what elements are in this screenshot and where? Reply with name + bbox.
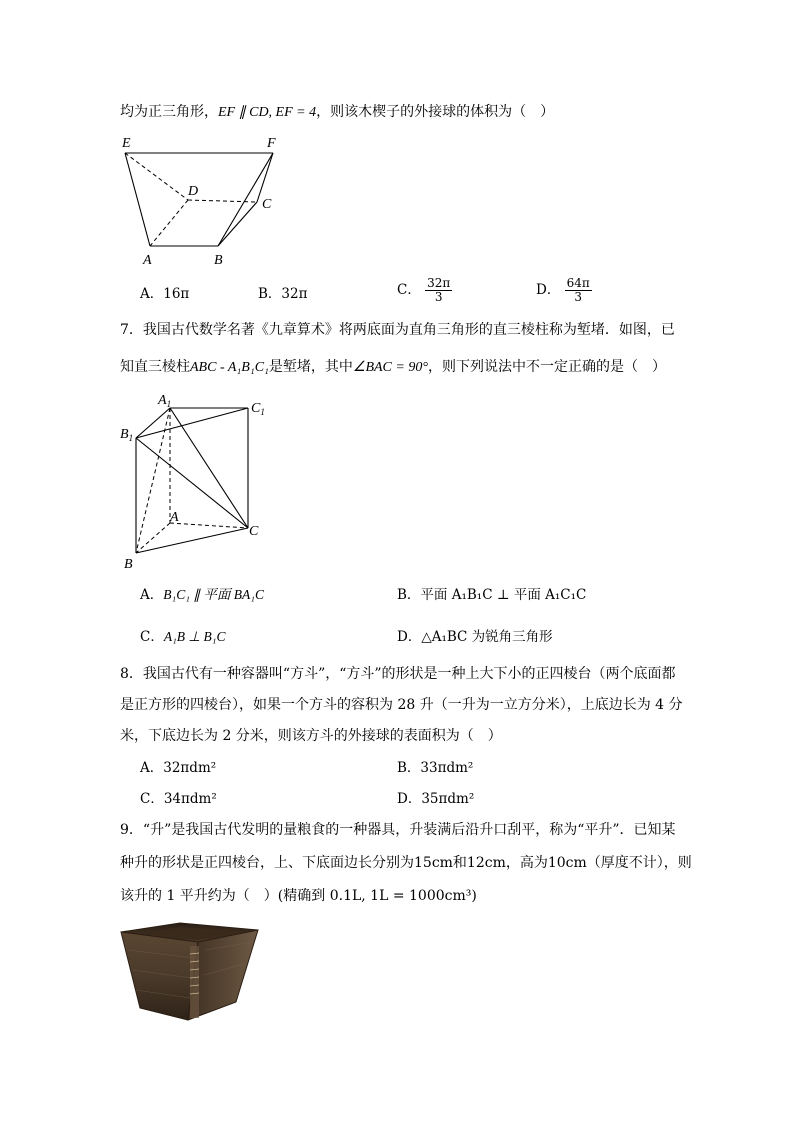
- label-C1: $C_1$: [251, 401, 265, 417]
- q8-option-a[interactable]: A．32πdm²: [140, 760, 217, 776]
- q8-stem-line2: 是正方形的四棱台），如果一个方斗的容积为 28 升（一升为一立方分米），上底边长为 4 分: [120, 697, 683, 713]
- label-F: F: [267, 136, 276, 151]
- q9-stem-line3: 该升的 1 平升约为（ ）(精确到 0.1L, 1L = 1000cm³): [120, 888, 477, 904]
- q7-option-d[interactable]: D．△A₁BC 为锐角三角形: [397, 629, 553, 645]
- label-B1: $B_1$: [120, 427, 134, 443]
- q8-stem-line3: 米，下底边长为 2 分米，则该方斗的外接球的表面积为（ ）: [120, 728, 502, 744]
- q6-option-d[interactable]: D． $\frac{64\pi}{3}$: [536, 276, 590, 304]
- label-A: A: [143, 253, 152, 268]
- q7-prism-figure: [118, 390, 278, 575]
- label-A: A: [170, 510, 179, 525]
- fraction: $\frac{64\pi}{3}$: [566, 276, 590, 304]
- q6-math: EF ∥ CD, EF = 4: [218, 105, 317, 120]
- q6-option-c[interactable]: C． $\frac{32\pi}{3}$: [397, 276, 451, 304]
- q7-option-b[interactable]: B．平面 A₁B₁C ⊥ 平面 A₁C₁C: [397, 587, 587, 603]
- label-B: B: [214, 253, 223, 268]
- label-E: E: [122, 136, 131, 151]
- q8-option-d[interactable]: D．35πdm²: [397, 791, 475, 807]
- label-C: C: [249, 524, 259, 539]
- fraction: $\frac{32\pi}{3}$: [427, 276, 451, 304]
- q8-option-c[interactable]: C．34πdm²: [140, 791, 217, 807]
- q7-stem-line1: 7．我国古代数学名著《九章算术》将两底面为直角三角形的直三棱柱称为堑堵．如图，已: [120, 322, 675, 338]
- q7-option-a[interactable]: A．B₁C₁ ∥ 平面 BA₁C: [140, 587, 264, 603]
- label-A1: $A_1$: [158, 393, 172, 409]
- wooden-sheng-photo: [118, 920, 263, 1025]
- q6-option-b[interactable]: B．32π: [258, 286, 308, 302]
- label-C: C: [262, 197, 272, 212]
- q9-stem-line1: 9．“升”是我国古代发明的量粮食的一种器具，升装满后沿升口刮平，称为“平升”．已知某: [120, 822, 676, 838]
- q6-stem: 均为正三角形，EF ∥ CD, EF = 4，则该木楔子的外接球的体积为（ ）: [120, 104, 555, 120]
- q8-option-b[interactable]: B．33πdm²: [397, 760, 474, 776]
- q8-stem-line1: 8．我国古代有一种容器叫“方斗”，“方斗”的形状是一种上大下小的正四棱台（两个底面都: [120, 666, 676, 682]
- q7-option-c[interactable]: C．A₁B ⊥ B₁C: [140, 629, 226, 645]
- q6-wedge-figure: [110, 130, 300, 270]
- q9-stem-line2: 种升的形状是正四棱台，上、下底面边长分别为15cm和12cm，高为10cm（厚度不计），则: [120, 855, 692, 871]
- label-B: B: [124, 557, 133, 572]
- q7-stem-line2: 知直三棱柱ABC - A₁B₁C₁是堑堵，其中∠BAC = 90°，则下列说法中不一定正确的是（ ）: [120, 359, 666, 375]
- label-D: D: [188, 184, 199, 199]
- q6-option-a[interactable]: A．16π: [140, 286, 190, 302]
